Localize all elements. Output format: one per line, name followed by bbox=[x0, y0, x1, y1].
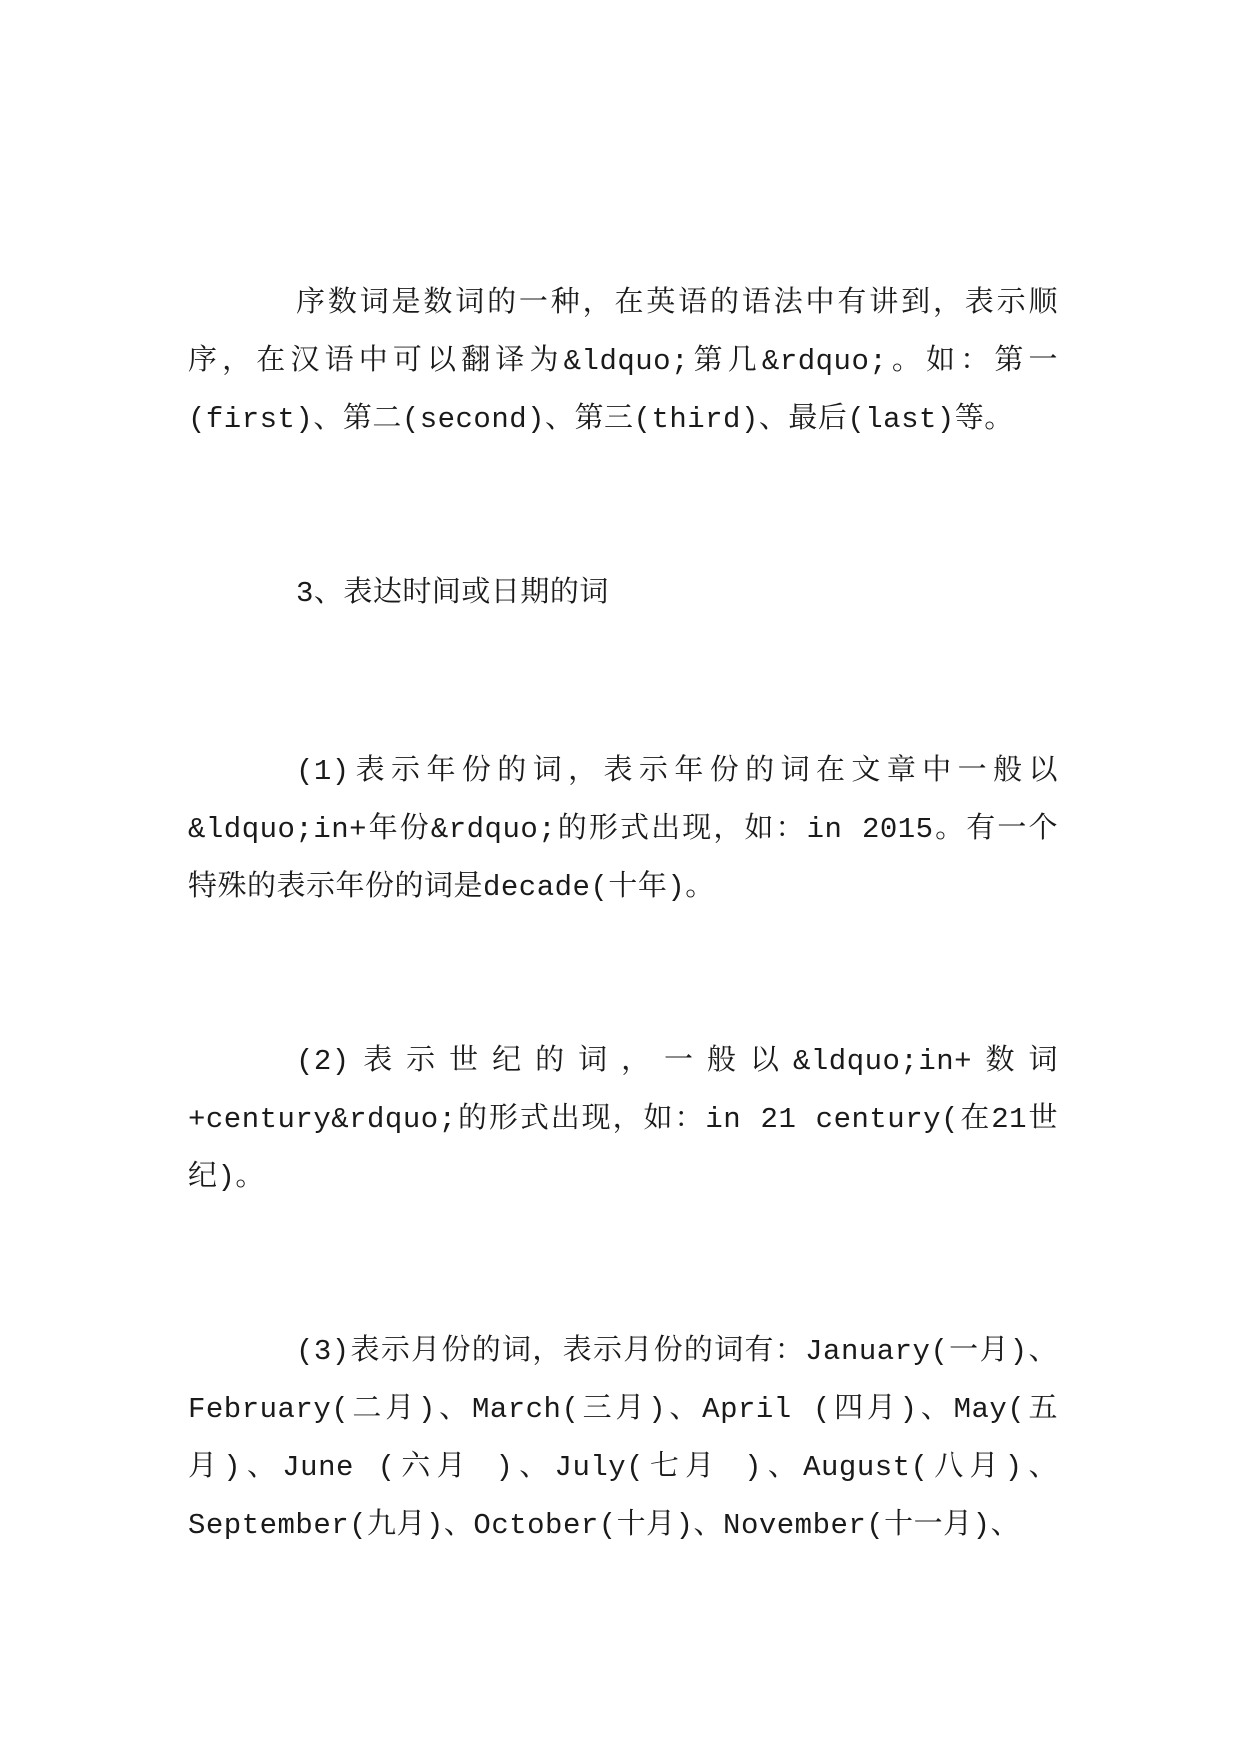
section-heading-time-words: 3、表达时间或日期的词 bbox=[296, 577, 609, 610]
paragraph-century-words: (2)表示世纪的词，一般以&ldquo;in+数词+century&rdquo;的形式出现，如：in 21 century(在21世纪)。 bbox=[188, 1045, 1058, 1194]
paragraph-ordinal-numbers: 序数词是数词的一种，在英语的语法中有讲到，表示顺序，在汉语中可以翻译为&ldquo;第几&rdquo;。如：第一(first)、第二(second)、第三(third)、最后(last)等。 bbox=[188, 287, 1058, 436]
paragraph-month-words: (3)表示月份的词，表示月份的词有：January(一月)、February(二月)、March(三月)、April (四月)、May(五月)、June (六月 )、July(七月 )、August(八月)、September(九月)、October(十月)、November(十一月)、 bbox=[188, 1335, 1058, 1542]
paragraph-year-words: (1)表示年份的词，表示年份的词在文章中一般以&ldquo;in+年份&rdquo;的形式出现，如：in 2015。有一个特殊的表示年份的词是decade(十年)。 bbox=[188, 755, 1058, 904]
